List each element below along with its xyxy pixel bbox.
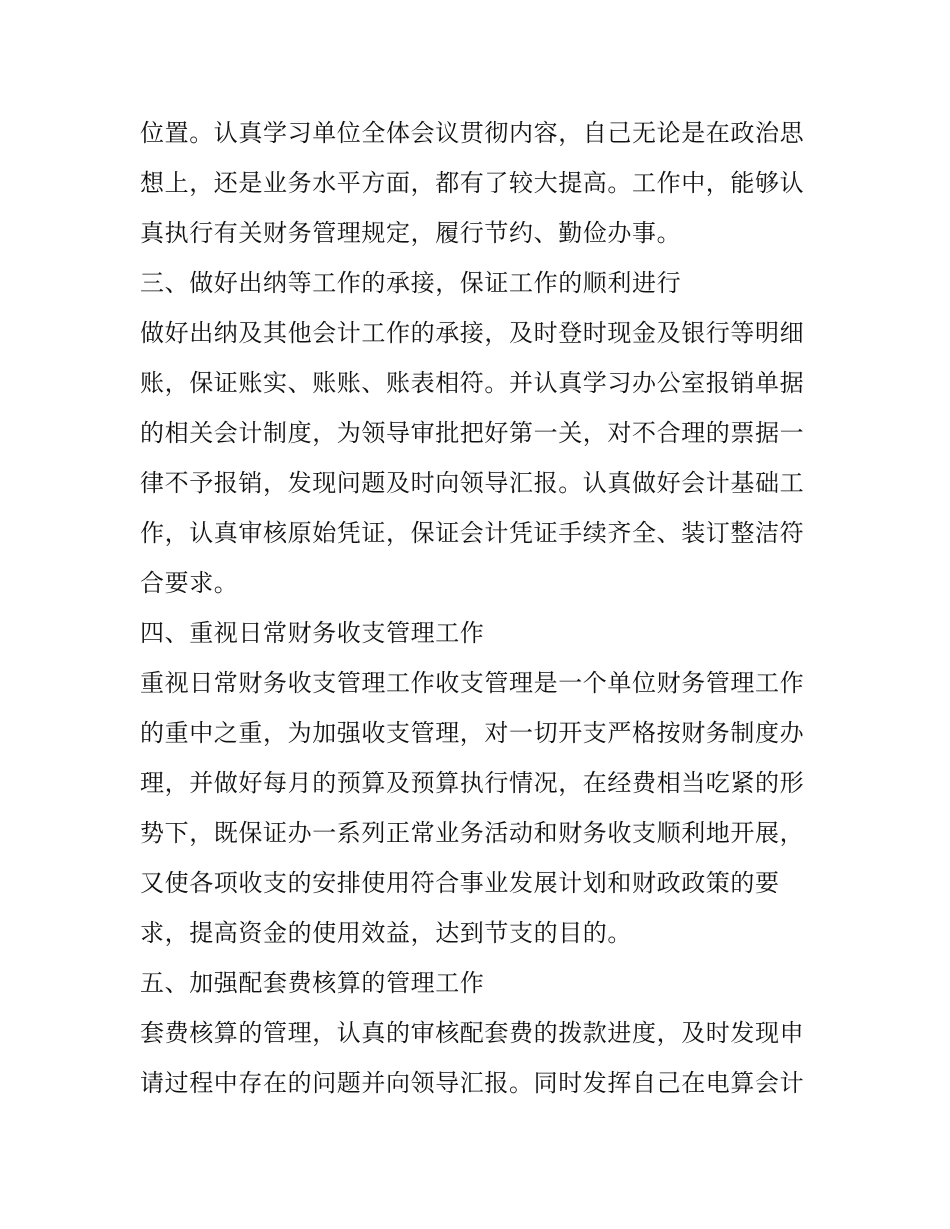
paragraph-line: 套费核算的管理，认真的审核配套费的拨款进度，及时发现申 — [140, 1019, 805, 1047]
paragraph-line: 律不予报销，发现问题及时向领导汇报。认真做好会计基础工 — [140, 469, 805, 497]
paragraph-line: 位置。认真学习单位全体会议贯彻内容，自己无论是在政治思 — [140, 119, 805, 147]
section-heading-5: 五、加强配套费核算的管理工作 — [140, 969, 485, 997]
paragraph-line: 又使各项收支的安排使用符合事业发展计划和财政政策的要 — [140, 869, 780, 897]
paragraph-line: 求，提高资金的使用效益，达到节支的目的。 — [140, 919, 632, 947]
paragraph-line: 合要求。 — [140, 569, 239, 597]
paragraph-line: 请过程中存在的问题并向领导汇报。同时发挥自己在电算会计 — [140, 1069, 805, 1097]
paragraph-line: 的相关会计制度，为领导审批把好第一关，对不合理的票据一 — [140, 419, 805, 447]
paragraph-line: 账，保证账实、账账、账表相符。并认真学习办公室报销单据 — [140, 369, 805, 397]
paragraph-line: 做好出纳及其他会计工作的承接，及时登时现金及银行等明细 — [140, 319, 805, 347]
paragraph-line: 重视日常财务收支管理工作收支管理是一个单位财务管理工作 — [140, 669, 805, 697]
paragraph-line: 想上，还是业务水平方面，都有了较大提高。工作中，能够认 — [140, 169, 805, 197]
paragraph-line: 作，认真审核原始凭证，保证会计凭证手续齐全、装订整洁符 — [140, 519, 805, 547]
document-body — [140, 108, 820, 1108]
paragraph-line: 真执行有关财务管理规定，履行节约、勤俭办事。 — [140, 219, 682, 247]
paragraph-line: 的重中之重，为加强收支管理，对一切开支严格按财务制度办 — [140, 719, 805, 747]
section-heading-3: 三、做好出纳等工作的承接，保证工作的顺利进行 — [140, 269, 682, 297]
paragraph-line: 势下，既保证办一系列正常业务活动和财务收支顺利地开展， — [140, 819, 805, 847]
paragraph-line: 理，并做好每月的预算及预算执行情况，在经费相当吃紧的形 — [140, 769, 805, 797]
section-heading-4: 四、重视日常财务收支管理工作 — [140, 619, 485, 647]
